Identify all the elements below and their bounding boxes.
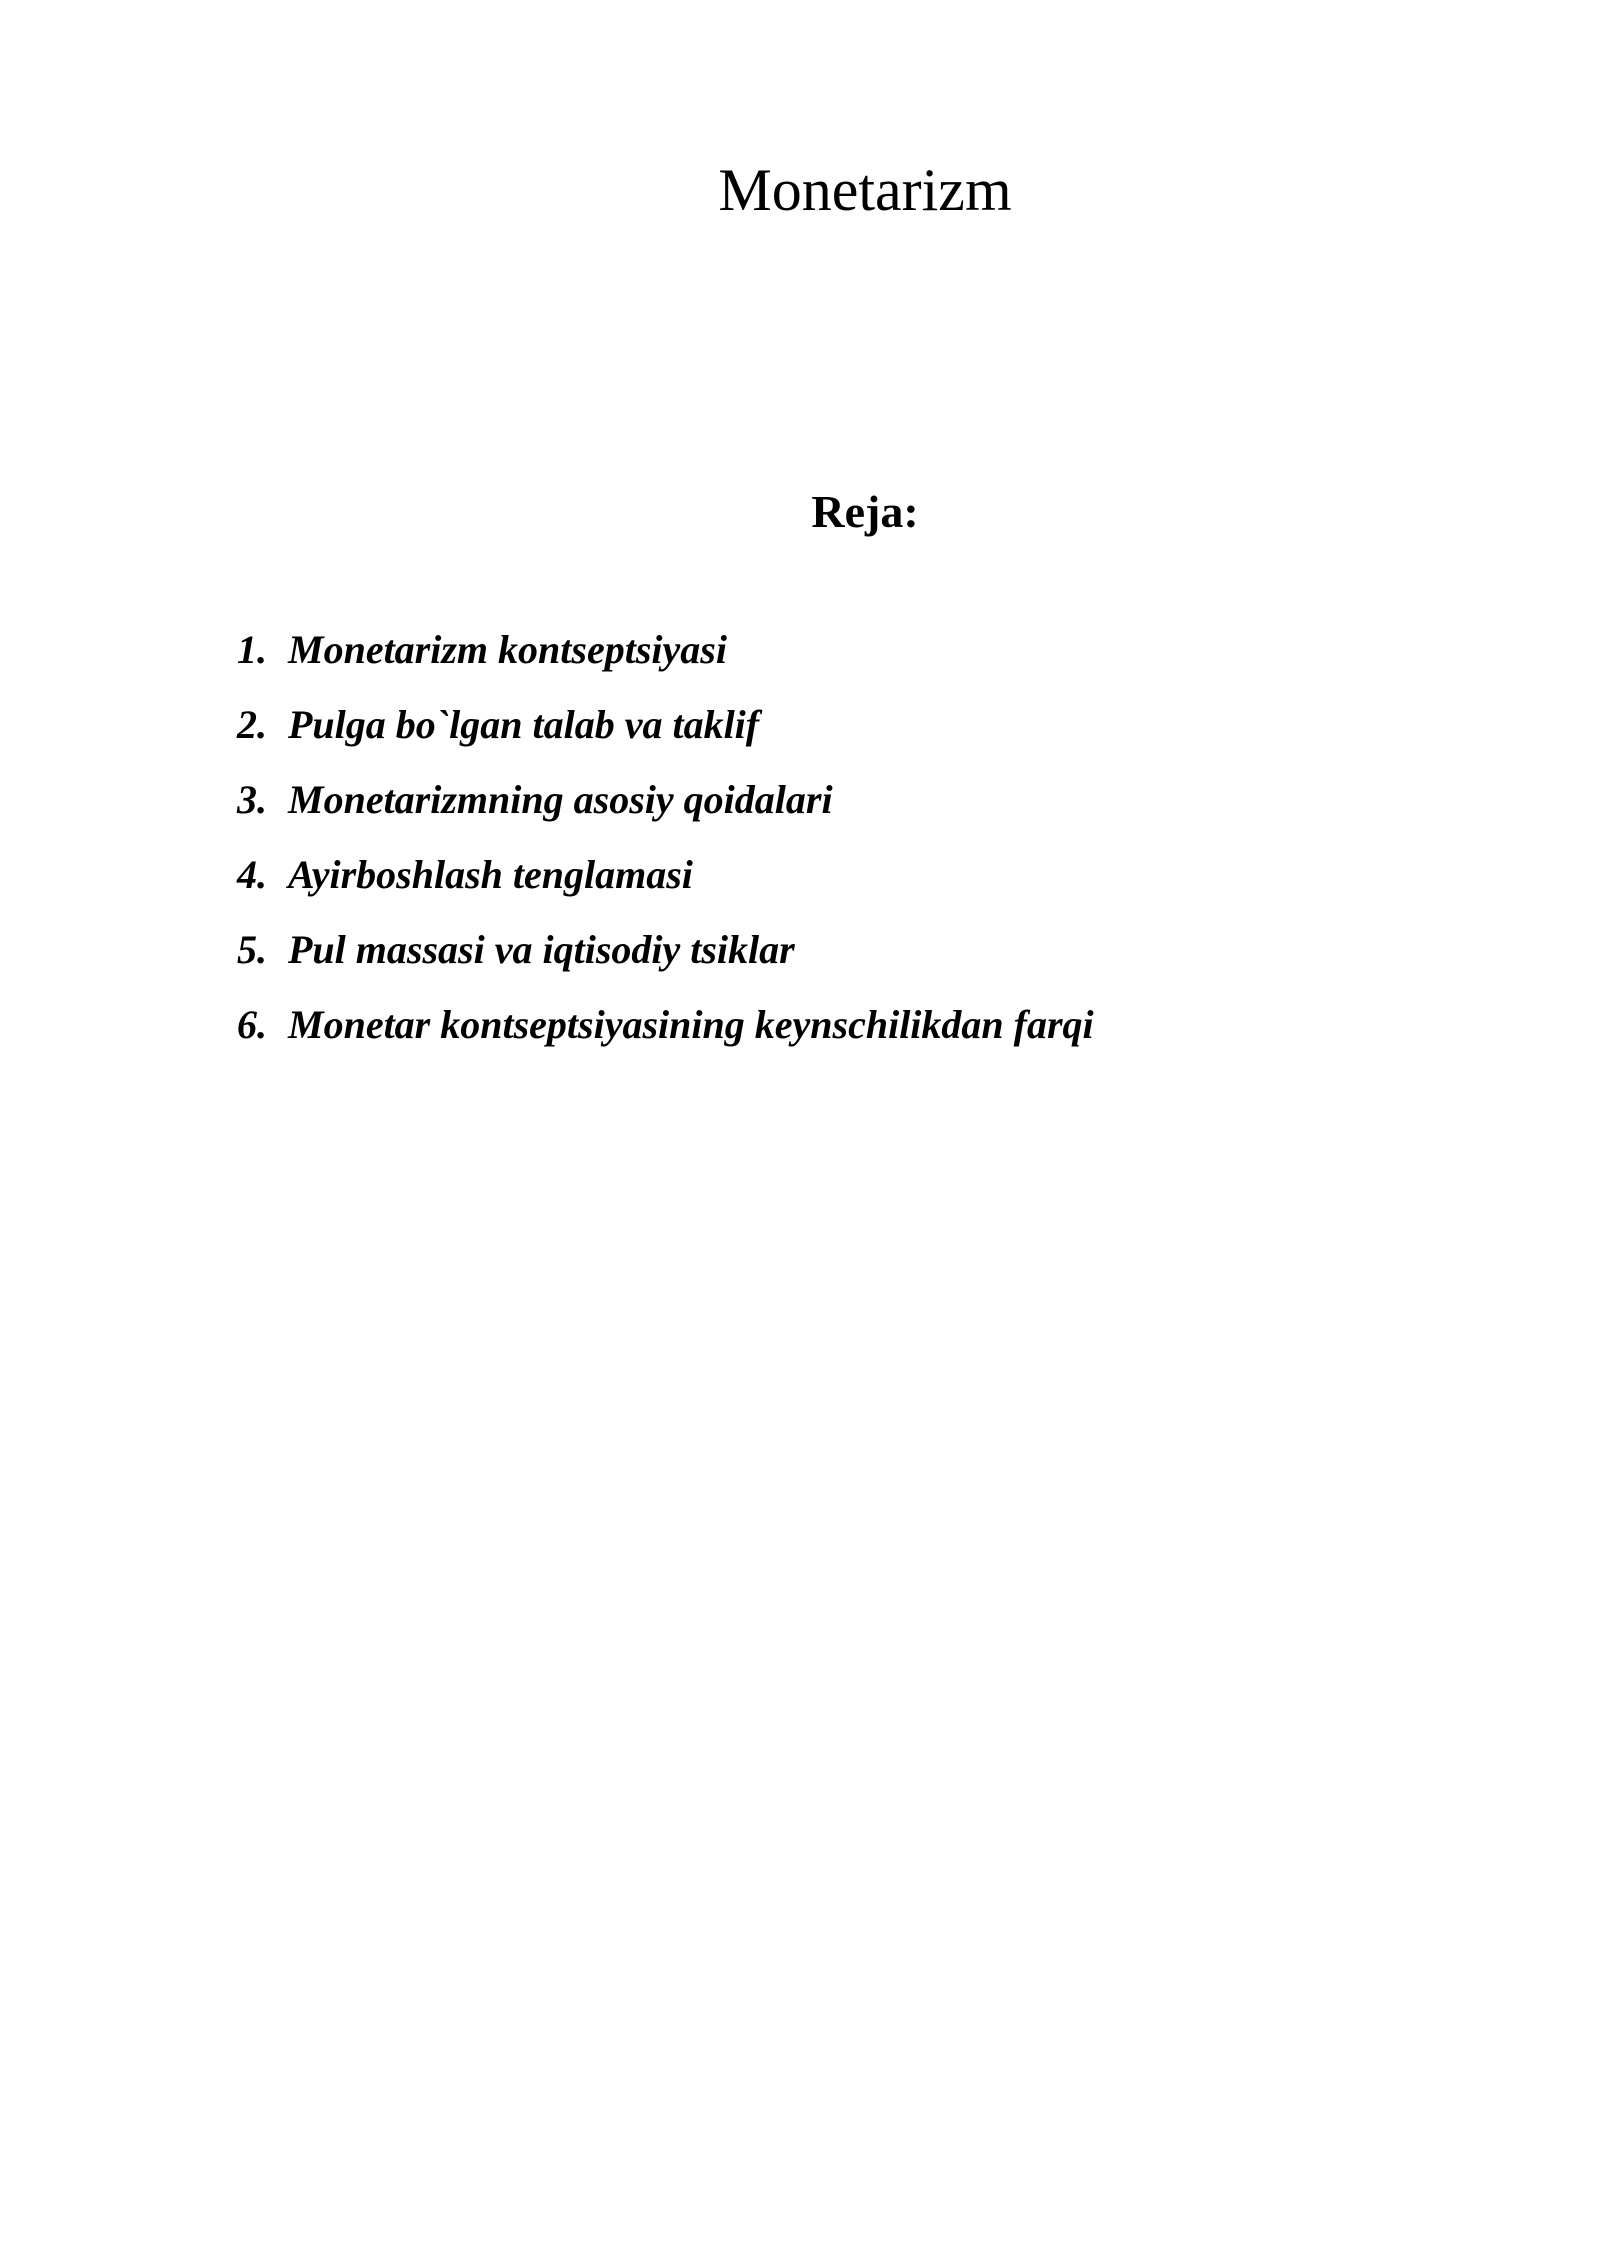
plan-item-number: 3. (237, 777, 267, 822)
plan-item-number: 5. (237, 927, 267, 972)
plan-item (237, 1001, 1094, 1076)
plan-item (237, 926, 1094, 1001)
plan-item-number: 1. (237, 627, 267, 672)
plan-item-text: Pulga bo`lgan talab va taklif (288, 702, 760, 747)
plan-heading: Reja: (811, 486, 919, 537)
plan-list (237, 626, 1094, 1076)
page-title: Monetarizm (718, 157, 1012, 223)
plan-item-number: 6. (237, 1002, 267, 1047)
plan-item-text: Ayirboshlash tenglamasi (288, 852, 693, 897)
plan-item-text: Monetarizm kontseptsiyasi (288, 627, 727, 672)
plan-item (237, 701, 1094, 776)
plan-item-number: 4. (237, 852, 267, 897)
plan-item-text: Pul massasi va iqtisodiy tsiklar (288, 927, 795, 972)
plan-item-text: Monetarizmning asosiy qoidalari (288, 777, 833, 822)
plan-item (237, 851, 1094, 926)
plan-item (237, 626, 1094, 701)
plan-item-number: 2. (237, 702, 267, 747)
plan-item-text: Monetar kontseptsiyasining keynschilikdan farqi (288, 1002, 1094, 1047)
plan-item (237, 776, 1094, 851)
